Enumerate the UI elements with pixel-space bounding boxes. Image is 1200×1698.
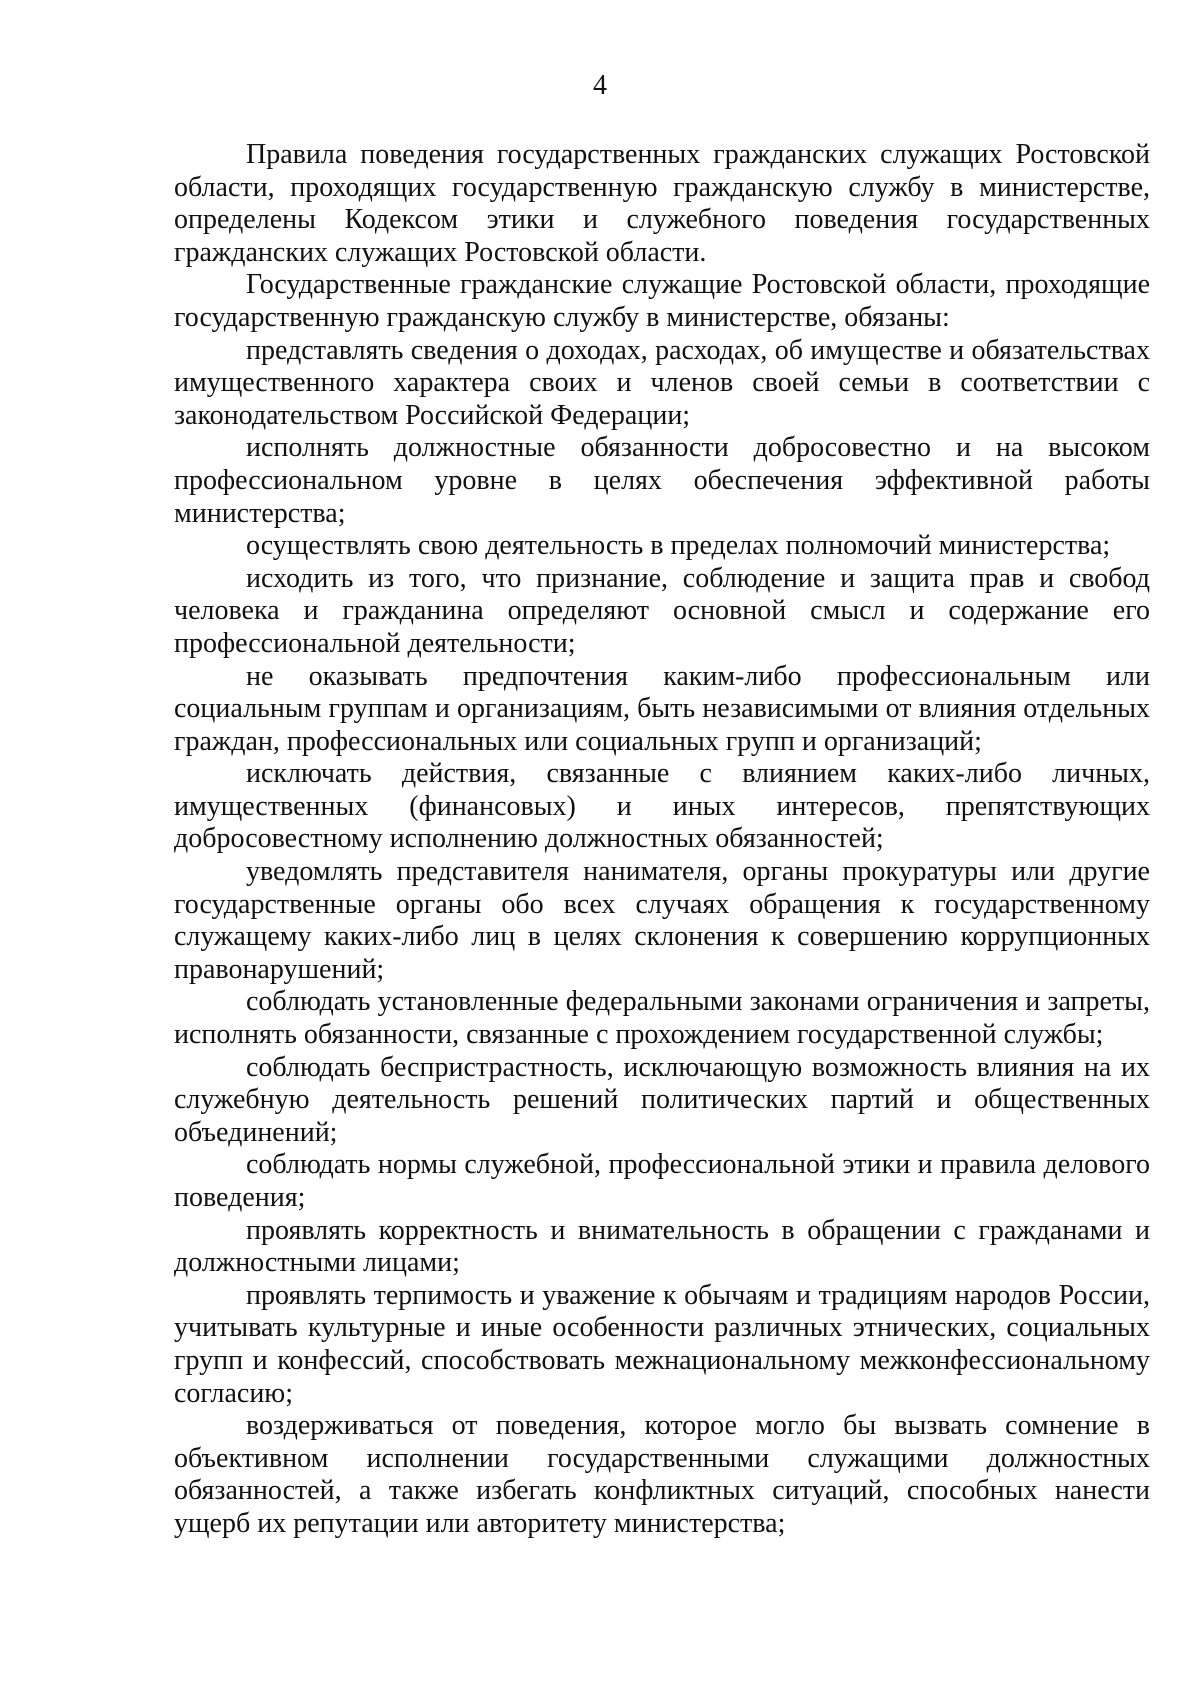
list-item: соблюдать беспристрастность, исключающую возможность влияния на их служебную деятельность решений политических партий и общественных объединений; — [174, 1051, 1150, 1148]
list-item: исключать действия, связанные с влиянием каких-либо личных, имущественных (финансовых) и иных интересов, препятствующих добросовестному исполнению должностных обязанностей; — [174, 758, 1150, 855]
list-item: осуществлять свою деятельность в пределах полномочий министерства; — [246, 530, 1111, 562]
list-item: представлять сведения о доходах, расходах, об имуществе и обязательствах имущественного характера своих и членов своей семьи в соответствии с законодательством Российской Федерации; — [174, 334, 1150, 431]
list-item: проявлять корректность и внимательность в обращении с гражданами и должностными лицами; — [174, 1214, 1150, 1279]
list-item: проявлять терпимость и уважение к обычаям и традициям народов России, учитывать культурные и иные особенности различных этнических, социальных групп и конфессий, способствовать межнациональному межконфессиональному согласию; — [174, 1279, 1150, 1409]
list-item: соблюдать нормы служебной, профессиональной этики и правила делового поведения; — [174, 1149, 1150, 1213]
list-item: исполнять должностные обязанности добросовестно и на высоком профессиональном уровне в целях обеспечения эффективной работы министерства; — [174, 432, 1150, 529]
page-number: 4 — [593, 70, 607, 101]
paragraph: Правила поведения государственных гражданских служащих Ростовской области, проходящих государственную гражданскую службу в министерстве, определены Кодексом этики и служебного поведения государственных гражданских служащих Ростовской области. — [174, 139, 1150, 268]
list-item: уведомлять представителя нанимателя, органы прокуратуры или другие государственные органы обо всех случаях обращения к государственному служащему каких-либо лиц в целях склонения к совершению коррупционных правонарушений; — [174, 856, 1150, 985]
paragraph: Государственные гражданские служащие Ростовской области, проходящие государственную гражданскую службу в министерстве, обязаны: — [174, 269, 1150, 333]
list-item: не оказывать предпочтения каким-либо профессиональным или социальным группам и организациям, быть независимыми от влияния отдельных граждан, профессиональных или социальных групп и организаций; — [174, 660, 1150, 757]
list-item: соблюдать установленные федеральными законами ограничения и запреты, исполнять обязанности, связанные с прохождением государственной службы; — [174, 986, 1150, 1051]
list-item: исходить из того, что признание, соблюдение и защита прав и свобод человека и гражданина определяют основной смысл и содержание его профессиональной деятельности; — [174, 562, 1150, 659]
document-body — [174, 139, 1150, 1541]
list-item: воздерживаться от поведения, которое могло бы вызвать сомнение в объективном исполнении государственными служащими должностных обязанностей, а также избегать конфликтных ситуаций, способных нанести ущерб их репутации или авторитету министерства; — [174, 1410, 1150, 1539]
